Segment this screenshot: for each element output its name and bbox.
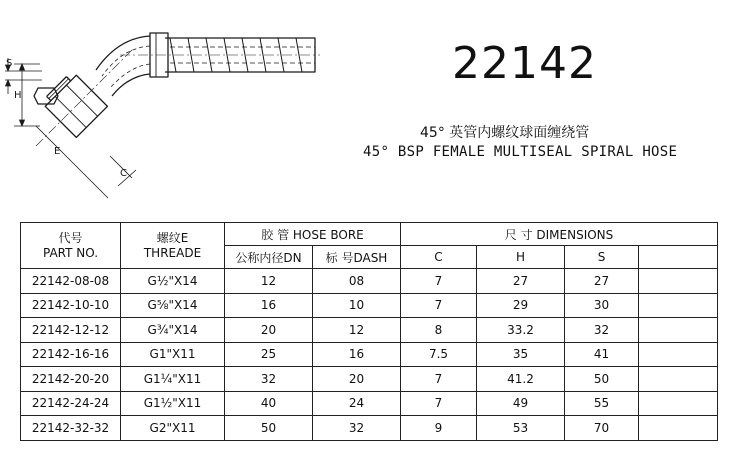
cell-s: 27	[565, 269, 639, 294]
cell-c: 8	[401, 318, 477, 343]
table-row	[21, 342, 718, 367]
cell-h: 41.2	[477, 367, 565, 392]
nut-outline	[45, 75, 107, 137]
header-thread	[121, 223, 225, 269]
cell-dash: 10	[313, 293, 401, 318]
table-row	[21, 391, 718, 416]
cell-blank	[639, 416, 718, 441]
bend-inner	[112, 74, 150, 96]
cell-thread: G1¼"X11	[121, 367, 225, 392]
cell-c: 7.5	[401, 342, 477, 367]
part-number-title: 22142	[452, 38, 597, 89]
header-h: H	[477, 246, 565, 269]
header-part-no-en: PART NO.	[42, 245, 99, 260]
header-dn: 公称内径DN	[225, 246, 313, 269]
cell-dash: 12	[313, 318, 401, 343]
cell-c: 7	[401, 391, 477, 416]
cell-c: 7	[401, 367, 477, 392]
specification-table	[20, 222, 718, 441]
dimension-label-e: E	[54, 146, 61, 157]
cell-part: 22142-20-20	[21, 367, 121, 392]
cell-blank	[639, 391, 718, 416]
header-part-no	[21, 223, 121, 269]
bend-bore	[102, 46, 150, 88]
cell-h: 35	[477, 342, 565, 367]
product-title-chinese: 45° 英管内螺纹球面缠绕管	[420, 125, 590, 141]
cell-h: 33.2	[477, 318, 565, 343]
cell-dn: 40	[225, 391, 313, 416]
cell-blank	[639, 342, 718, 367]
cell-thread: G1½"X11	[121, 391, 225, 416]
cell-c: 7	[401, 293, 477, 318]
cell-dash: 32	[313, 416, 401, 441]
header-c: C	[401, 246, 477, 269]
cell-dash: 08	[313, 269, 401, 294]
table-row	[21, 367, 718, 392]
cell-dn: 25	[225, 342, 313, 367]
cell-part: 22142-10-10	[21, 293, 121, 318]
product-title-english: 45° BSP FEMALE MULTISEAL SPIRAL HOSE	[363, 144, 678, 160]
cell-s: 55	[565, 391, 639, 416]
cell-thread: G½"X14	[121, 269, 225, 294]
seat-outline	[34, 88, 58, 104]
header-thread-en: THREADE	[143, 245, 202, 260]
dimension-label-c: C	[120, 168, 127, 179]
cell-dn: 32	[225, 367, 313, 392]
table-row	[21, 318, 718, 343]
cell-s: 41	[565, 342, 639, 367]
cell-blank	[639, 293, 718, 318]
dimension-label-h: H	[14, 90, 22, 101]
cell-thread: G¾"X14	[121, 318, 225, 343]
cell-part: 22142-08-08	[21, 269, 121, 294]
dimension-label-s: S	[6, 58, 13, 69]
header-dash: 标 号DASH	[313, 246, 401, 269]
cell-s: 50	[565, 367, 639, 392]
cell-dn: 20	[225, 318, 313, 343]
fitting-technical-drawing	[0, 0, 340, 205]
table-row	[21, 269, 718, 294]
cell-dash: 16	[313, 342, 401, 367]
cell-dash: 20	[313, 367, 401, 392]
cell-c: 9	[401, 416, 477, 441]
header-part-no-cn: 代号	[58, 230, 83, 245]
cell-h: 29	[477, 293, 565, 318]
cell-h: 53	[477, 416, 565, 441]
header-thread-cn: 螺纹E	[156, 230, 189, 245]
cell-part: 22142-12-12	[21, 318, 121, 343]
bend-outer	[96, 36, 150, 70]
table-row	[21, 293, 718, 318]
cell-dn: 16	[225, 293, 313, 318]
cell-thread: G2"X11	[121, 416, 225, 441]
header-dimensions: 尺 寸 DIMENSIONS	[401, 223, 718, 246]
cell-s: 30	[565, 293, 639, 318]
cell-part: 22142-32-32	[21, 416, 121, 441]
cell-c: 7	[401, 269, 477, 294]
cell-thread: G⅝"X14	[121, 293, 225, 318]
cell-s: 32	[565, 318, 639, 343]
cell-part: 22142-24-24	[21, 391, 121, 416]
table-row	[21, 416, 718, 441]
cell-s: 70	[565, 416, 639, 441]
specification-table-body	[21, 269, 718, 441]
header-s: S	[565, 246, 639, 269]
cell-part: 22142-16-16	[21, 342, 121, 367]
cell-blank	[639, 269, 718, 294]
cell-thread: G1"X11	[121, 342, 225, 367]
cell-dn: 50	[225, 416, 313, 441]
cell-blank	[639, 318, 718, 343]
cell-blank	[639, 367, 718, 392]
cell-dn: 12	[225, 269, 313, 294]
cell-h: 49	[477, 391, 565, 416]
header-hose-bore: 胶 管 HOSE BORE	[225, 223, 401, 246]
cell-dash: 24	[313, 391, 401, 416]
cell-h: 27	[477, 269, 565, 294]
header-blank	[639, 246, 718, 269]
